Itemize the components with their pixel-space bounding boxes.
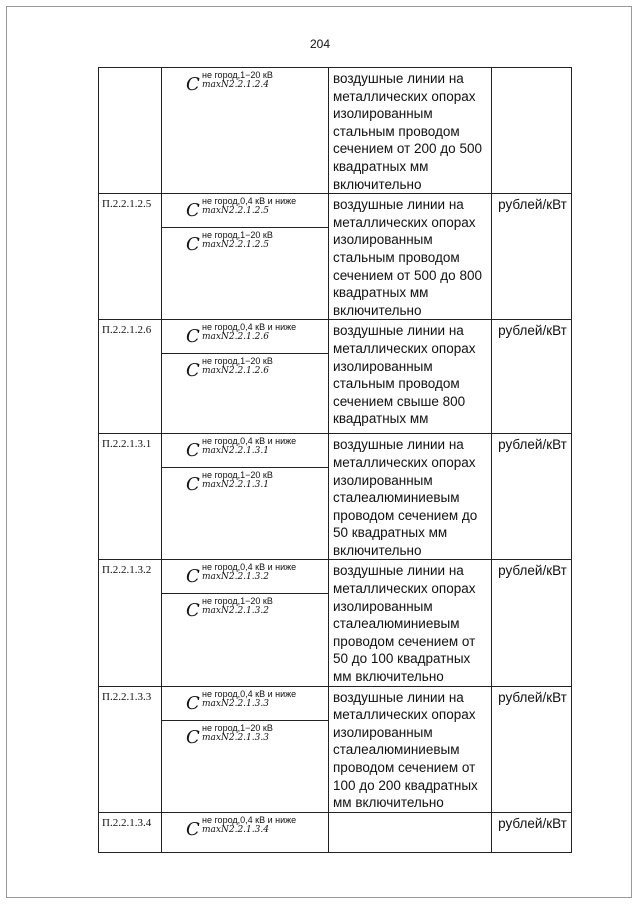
unit-of-measure: рублей/кВт — [492, 686, 572, 812]
rate-formula — [162, 687, 328, 720]
description-line: воздушные линии на — [333, 323, 464, 339]
formula-subscript: maxN2.2.1.3.4 — [202, 824, 269, 835]
description-line: воздушные линии на — [333, 563, 464, 579]
table-row — [99, 320, 572, 434]
formula-superscript: не город,0,4 кВ и ниже — [202, 436, 297, 447]
description-line: сталеалюминиевым — [333, 616, 460, 632]
description-line: сечением свыше 800 — [333, 393, 466, 409]
rate-symbol: C — [186, 360, 200, 382]
description-line: металлических опорах — [333, 581, 476, 597]
item-code: П.2.2.1.3.4 — [99, 812, 162, 852]
description-line: 50 квадратных мм — [333, 525, 448, 541]
unit-of-measure: рублей/кВт — [492, 560, 572, 686]
description-line: сталеалюминиевым — [333, 742, 460, 758]
table-row — [99, 68, 572, 194]
description-line: сталеалюминиевым — [333, 490, 460, 506]
item-code: П.2.2.1.2.5 — [99, 194, 162, 320]
line-description — [329, 686, 492, 812]
formula-subscript: maxN2.2.1.2.5 — [202, 240, 269, 251]
table-body — [99, 68, 572, 853]
description-line: квадратных мм — [333, 158, 429, 174]
item-code: П.2.2.1.3.3 — [99, 686, 162, 812]
formula-subscript: maxN2.2.1.3.2 — [202, 572, 269, 583]
rate-formula — [162, 593, 328, 626]
formula-superscript: не город,1−20 кВ — [202, 722, 273, 733]
description-line: металлических опорах — [333, 214, 476, 230]
item-code: П.2.2.1.3.2 — [99, 560, 162, 686]
description-line: изолированным — [333, 358, 433, 374]
rate-formula — [162, 353, 328, 386]
description-line: воздушные линии на — [333, 689, 464, 705]
rate-formula — [162, 813, 328, 846]
rate-formula — [162, 227, 328, 260]
formula-subscript: maxN2.2.1.3.3 — [202, 732, 269, 743]
description-line: изолированным — [333, 232, 433, 248]
formula-subscript: maxN2.2.1.2.4 — [202, 80, 269, 90]
item-code: П.2.2.1.2.6 — [99, 320, 162, 434]
description-line: квадратных мм — [333, 285, 429, 301]
description-line: изолированным — [333, 724, 433, 740]
rate-symbol: C — [186, 726, 200, 748]
description-line: стальным проводом — [333, 123, 460, 139]
formula-subscript: maxN2.2.1.2.6 — [202, 332, 269, 343]
rate-formula — [162, 320, 328, 353]
rate-symbol: C — [186, 600, 200, 622]
line-description — [329, 68, 492, 194]
rate-formula — [162, 194, 328, 227]
line-description — [329, 320, 492, 434]
formula-superscript: не город,1−20 кВ — [202, 70, 273, 80]
unit-of-measure: рублей/кВт — [492, 320, 572, 434]
formula-superscript: не город,0,4 кВ и ниже — [202, 562, 297, 573]
page-number: 204 — [309, 37, 331, 51]
formula-cell — [162, 686, 329, 812]
description-line: включительно — [333, 176, 422, 192]
unit-of-measure: рублей/кВт — [492, 194, 572, 320]
formula-cell — [162, 560, 329, 686]
description-line: проводом сечением от — [333, 633, 476, 649]
description-line: включительно — [333, 542, 422, 558]
rate-symbol: C — [186, 818, 200, 840]
description-line: квадратных мм — [333, 411, 429, 427]
description-line: изолированным — [333, 598, 433, 614]
formula-superscript: не город,0,4 кВ и ниже — [202, 196, 297, 207]
description-line: металлических опорах — [333, 340, 476, 356]
formula-cell — [162, 194, 329, 320]
table-row — [99, 194, 572, 320]
description-line: 100 до 200 квадратных — [333, 777, 478, 793]
line-description — [329, 434, 492, 560]
item-code: П.2.2.1.3.1 — [99, 434, 162, 560]
description-line: стальным проводом — [333, 376, 460, 392]
description-line: стальным проводом — [333, 249, 460, 265]
formula-cell — [162, 68, 329, 194]
description-line: воздушные линии на — [333, 71, 464, 86]
formula-superscript: не город,1−20 кВ — [202, 356, 273, 367]
formula-subscript: maxN2.2.1.3.1 — [202, 446, 269, 457]
formula-cell — [162, 320, 329, 434]
description-line: металлических опорах — [333, 88, 476, 104]
formula-subscript: maxN2.2.1.3.2 — [202, 606, 269, 617]
line-description — [329, 560, 492, 686]
table-row — [99, 686, 572, 812]
rate-symbol: C — [186, 326, 200, 348]
description-line: проводом сечением до — [333, 507, 478, 523]
description-line: сечением от 200 до 500 — [333, 141, 482, 157]
line-description — [329, 812, 492, 852]
rate-formula — [162, 720, 328, 753]
formula-subscript: maxN2.2.1.2.5 — [202, 206, 269, 217]
description-line: сечением от 500 до 800 — [333, 267, 482, 283]
description-line: мм включительно — [333, 795, 444, 811]
line-description — [329, 194, 492, 320]
formula-superscript: не город,0,4 кВ и ниже — [202, 322, 297, 333]
formula-subscript: maxN2.2.1.3.3 — [202, 698, 269, 709]
rate-formula — [162, 467, 328, 500]
description-line: изолированным — [333, 472, 433, 488]
rate-symbol: C — [186, 74, 200, 95]
description-line: проводом сечением от — [333, 760, 476, 775]
rate-symbol: C — [186, 474, 200, 496]
formula-cell — [162, 812, 329, 852]
rate-symbol: C — [186, 440, 200, 462]
description-line: воздушные линии на — [333, 197, 464, 213]
formula-superscript: не город,0,4 кВ и ниже — [202, 814, 297, 825]
rate-formula — [162, 434, 328, 467]
description-line: изолированным — [333, 106, 433, 122]
formula-superscript: не город,1−20 кВ — [202, 596, 273, 607]
table-row — [99, 812, 572, 852]
formula-subscript: maxN2.2.1.3.1 — [202, 480, 269, 491]
description-line: металлических опорах — [333, 454, 476, 470]
tariff-table — [98, 67, 572, 853]
rate-symbol: C — [186, 200, 200, 222]
description-line: включительно — [333, 302, 422, 318]
rate-symbol: C — [186, 566, 200, 588]
description-line: металлических опорах — [333, 707, 476, 723]
unit-of-measure: рублей/кВт — [492, 434, 572, 560]
formula-superscript: не город,1−20 кВ — [202, 230, 273, 241]
unit-of-measure — [492, 68, 572, 194]
table-row — [99, 560, 572, 686]
rate-formula — [162, 560, 328, 593]
unit-of-measure: рублей/кВт — [492, 812, 572, 852]
description-line: мм включительно — [333, 669, 444, 685]
formula-superscript: не город,0,4 кВ и ниже — [202, 688, 297, 699]
item-code — [99, 68, 162, 194]
formula-cell — [162, 434, 329, 560]
description-line: 50 до 100 квадратных — [333, 651, 471, 667]
rate-formula — [162, 68, 328, 101]
formula-superscript: не город,1−20 кВ — [202, 470, 273, 481]
rate-symbol: C — [186, 692, 200, 714]
description-line: воздушные линии на — [333, 437, 464, 453]
rate-symbol: C — [186, 234, 200, 256]
table-row — [99, 434, 572, 560]
formula-subscript: maxN2.2.1.2.6 — [202, 366, 269, 377]
